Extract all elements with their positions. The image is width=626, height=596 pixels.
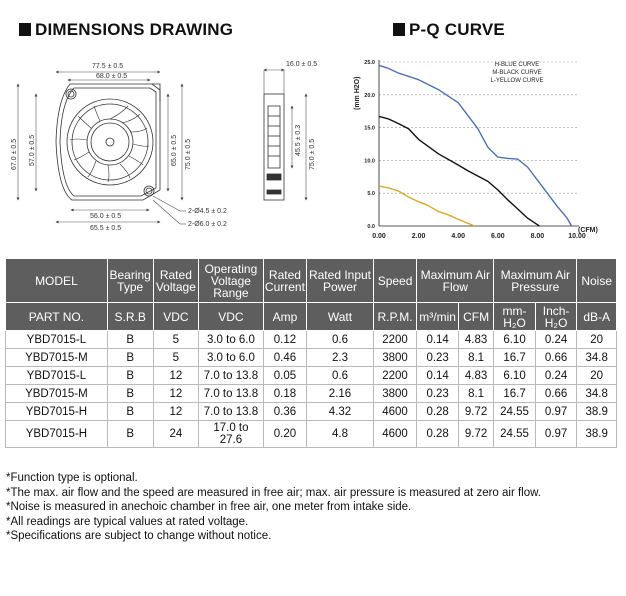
table-header-row-2 [6, 303, 617, 331]
table-cell: 17.0 to 27.6 [199, 421, 263, 448]
th-unit-mmh2o: mm-H₂O [494, 303, 536, 331]
table-cell: 0.97 [535, 403, 577, 421]
x-tick-label: 8.00 [530, 233, 545, 240]
th-unit-m3min: m³/min [417, 303, 459, 331]
dim-bottom-width-2: 65.5 ± 0.5 [90, 225, 122, 232]
dimensions-drawing [10, 50, 340, 240]
table-cell: YBD7015-H [6, 421, 108, 448]
table-row [6, 367, 617, 385]
dimensions-drawing-label: DIMENSIONS DRAWING [35, 20, 234, 39]
pq-curve-title [393, 20, 505, 40]
dim-side-height-2: 75.0 ± 0.5 [309, 138, 316, 170]
table-cell: 20 [577, 331, 617, 349]
dim-side-width: 16.0 ± 0.5 [286, 61, 318, 68]
y-tick-label: 10.0 [364, 158, 375, 165]
table-header-row-1 [6, 259, 617, 303]
table-cell: 0.18 [263, 385, 307, 403]
table-cell: B [107, 403, 153, 421]
dim-left-height-2: 57.0 ± 0.5 [29, 134, 36, 166]
th-operating-voltage: Operating Voltage Range [199, 259, 263, 303]
table-cell: 0.23 [417, 385, 459, 403]
table-cell: 2200 [373, 367, 417, 385]
th-part-no: PART NO. [6, 303, 108, 331]
table-cell: 0.24 [535, 331, 577, 349]
legend-yellow: L-YELLOW CURVE [490, 78, 544, 84]
table-cell: 3.0 to 6.0 [199, 349, 263, 367]
table-cell: 5 [153, 349, 199, 367]
th-unit-vdc-range: VDC [199, 303, 263, 331]
dim-left-height-1: 67.0 ± 0.5 [11, 138, 18, 170]
table-cell: 7.0 to 13.8 [199, 403, 263, 421]
table-cell: 16.7 [494, 385, 536, 403]
dim-right-height-2: 75.0 ± 0.5 [185, 138, 192, 170]
th-unit-bearing: S.R.B [107, 303, 153, 331]
th-unit-inchh2o: Inch-H₂O [535, 303, 577, 331]
table-cell: 6.10 [494, 367, 536, 385]
dim-hole-1: 2-Ø4.5 ± 0.2 [188, 208, 227, 215]
th-model: MODEL [6, 259, 108, 303]
table-cell: YBD7015-M [6, 385, 108, 403]
table-cell: 6.10 [494, 331, 536, 349]
table-cell: 0.66 [535, 349, 577, 367]
table-cell: 2200 [373, 331, 417, 349]
table-cell: 0.36 [263, 403, 307, 421]
table-cell: 4.83 [458, 331, 493, 349]
th-unit-dba: dB-A [577, 303, 617, 331]
spec-table [5, 258, 617, 448]
table-cell: 9.72 [458, 403, 493, 421]
table-cell: B [107, 421, 153, 448]
dimensions-drawing-title [19, 20, 233, 40]
note: *All readings are typical values at rated voltage. [6, 515, 249, 528]
y-tick-label: 0.0 [367, 224, 375, 230]
table-cell: 38.9 [577, 403, 617, 421]
th-rated-input-power: Rated Input Power [307, 259, 373, 303]
th-max-air-flow: Maximum Air Flow [417, 259, 494, 303]
th-unit-watt: Watt [307, 303, 373, 331]
th-noise: Noise [577, 259, 617, 303]
y-tick-label: 15.0 [364, 125, 375, 132]
table-cell: YBD7015-M [6, 349, 108, 367]
th-bearing-type: Bearing Type [107, 259, 153, 303]
fan-front-view [56, 84, 160, 200]
chart-y-axis-label: (mm H2O) [354, 76, 361, 110]
x-tick-label: 2.00 [411, 233, 426, 240]
table-cell: 0.28 [417, 403, 459, 421]
table-cell: 0.05 [263, 367, 307, 385]
chart-labels [364, 60, 586, 240]
dim-top-width-2: 68.0 ± 0.5 [96, 73, 128, 80]
table-cell: 0.46 [263, 349, 307, 367]
th-max-air-pressure: Maximum Air Pressure [494, 259, 577, 303]
notes [6, 471, 541, 544]
table-cell: 4600 [373, 421, 417, 448]
table-cell: YBD7015-H [6, 403, 108, 421]
pq-curve-label: P-Q CURVE [409, 20, 505, 39]
pq-curve-chart [345, 50, 615, 250]
table-cell: YBD7015-L [6, 331, 108, 349]
chart-x-axis-label: (CFM) [578, 227, 598, 234]
table-cell: 2.16 [307, 385, 373, 403]
table-cell: 0.6 [307, 367, 373, 385]
table-cell: 24.55 [494, 403, 536, 421]
th-unit-rpm: R.P.M. [373, 303, 417, 331]
bullet-square-icon [19, 23, 31, 36]
fan-side-view [264, 94, 284, 200]
x-tick-label: 6.00 [490, 233, 505, 240]
table-cell: 34.8 [577, 385, 617, 403]
table-cell: 3800 [373, 349, 417, 367]
table-cell: B [107, 331, 153, 349]
dim-hole-2: 2-Ø6.0 ± 0.2 [188, 221, 227, 228]
table-cell: 9.72 [458, 421, 493, 448]
series-line-l-yellow-curve [379, 186, 475, 226]
y-tick-label: 20.0 [364, 92, 375, 99]
table-cell: 2.3 [307, 349, 373, 367]
chart-grid [379, 62, 577, 193]
th-rated-current: Rated Current [263, 259, 307, 303]
series-line-h-blue-curve [379, 65, 572, 226]
table-cell: 7.0 to 13.8 [199, 367, 263, 385]
y-tick-label: 25.0 [364, 60, 375, 66]
th-unit-cfm: CFM [458, 303, 493, 331]
table-cell: 0.14 [417, 331, 459, 349]
table-cell: 0.28 [417, 421, 459, 448]
table-cell: 3800 [373, 385, 417, 403]
th-unit-vdc: VDC [153, 303, 199, 331]
table-cell: 12 [153, 367, 199, 385]
y-tick-label: 5.0 [367, 191, 375, 198]
x-tick-label: 4.00 [451, 233, 466, 240]
x-tick-label: 0.00 [372, 233, 386, 240]
table-cell: 3.0 to 6.0 [199, 331, 263, 349]
th-unit-amp: Amp [263, 303, 307, 331]
table-cell: 4.83 [458, 367, 493, 385]
table-row [6, 349, 617, 367]
table-cell: 0.14 [417, 367, 459, 385]
table-cell: 0.12 [263, 331, 307, 349]
dim-side-height-1: 45.5 ± 0.3 [295, 124, 302, 156]
table-cell: 7.0 to 13.8 [199, 385, 263, 403]
bullet-square-icon [393, 23, 405, 36]
table-cell: 8.1 [458, 349, 493, 367]
table-cell: 0.20 [263, 421, 307, 448]
table-cell: 34.8 [577, 349, 617, 367]
note: *Function type is optional. [6, 472, 138, 484]
table-cell: 0.66 [535, 385, 577, 403]
table-cell: 4600 [373, 403, 417, 421]
table-cell: 0.24 [535, 367, 577, 385]
chart-axes [379, 60, 579, 226]
legend-black: M-BLACK CURVE [492, 70, 542, 76]
table-row [6, 403, 617, 421]
chart-series [379, 65, 572, 226]
table-cell: 5 [153, 331, 199, 349]
table-cell: 16.7 [494, 349, 536, 367]
legend-blue: H-BLUE CURVE [494, 62, 540, 68]
table-cell: 20 [577, 367, 617, 385]
note: *The max. air flow and the speed are measured in free air; max. air pressure is measured at zero air flow. [6, 486, 541, 499]
table-cell: 4.32 [307, 403, 373, 421]
table-cell: 0.23 [417, 349, 459, 367]
x-tick-label: 10.00 [568, 233, 586, 240]
series-line-m-black-curve [379, 116, 539, 226]
th-speed: Speed [373, 259, 417, 303]
table-cell: 0.6 [307, 331, 373, 349]
note: *Specifications are subject to change without notice. [6, 530, 272, 542]
dim-right-height-1: 65.0 ± 0.5 [171, 134, 178, 166]
dim-bottom-width-1: 56.0 ± 0.5 [90, 213, 122, 220]
table-row [6, 385, 617, 403]
table-cell: 12 [153, 403, 199, 421]
table-cell: 4.8 [307, 421, 373, 448]
table-row [6, 421, 617, 448]
th-rated-voltage: Rated Voltage [153, 259, 199, 303]
chart-legend [491, 62, 544, 84]
table-row [6, 331, 617, 349]
table-cell: 12 [153, 385, 199, 403]
table-cell: B [107, 349, 153, 367]
table-cell: 8.1 [458, 385, 493, 403]
dim-top-width: 77.5 ± 0.5 [92, 63, 124, 70]
table-cell: 0.97 [535, 421, 577, 448]
table-cell: B [107, 385, 153, 403]
table-cell: YBD7015-L [6, 367, 108, 385]
table-cell: 38.9 [577, 421, 617, 448]
table-cell: B [107, 367, 153, 385]
table-cell: 24.55 [494, 421, 536, 448]
table-cell: 24 [153, 421, 199, 448]
note: *Noise is measured in anechoic chamber in free air, one meter from intake side. [6, 501, 412, 513]
